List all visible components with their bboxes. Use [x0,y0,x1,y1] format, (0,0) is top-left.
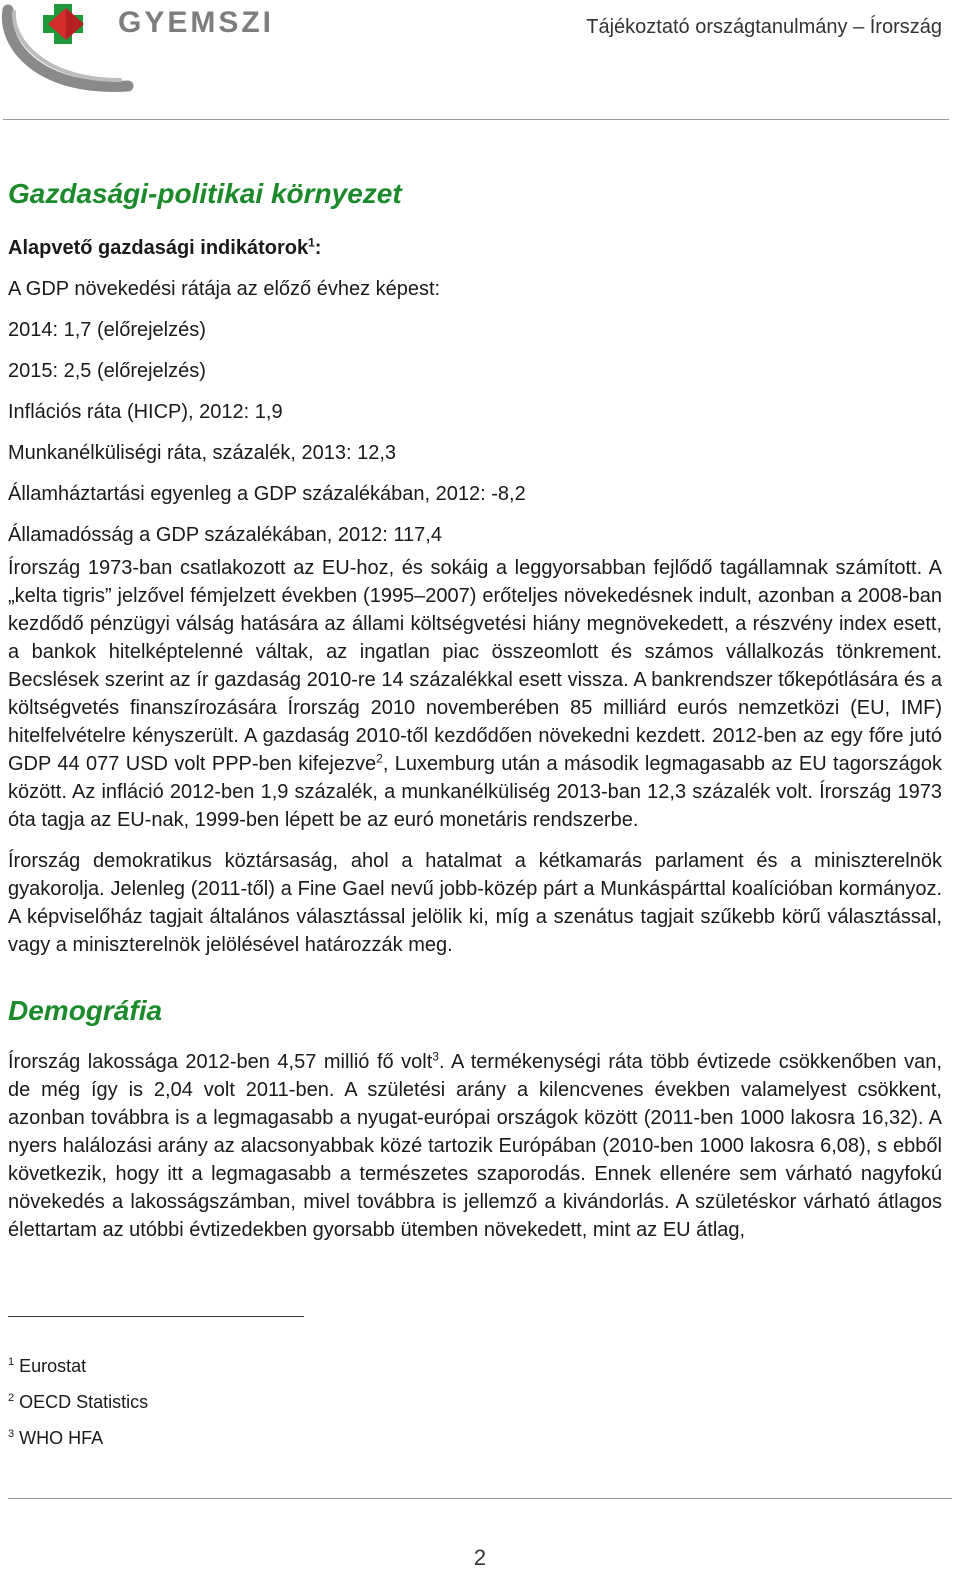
footnote-ref: 3 [432,1049,439,1064]
indicator-line: Államháztartási egyenleg a GDP százalékában, 2012: -8,2 [8,483,526,505]
indicator-line: Államadósság a GDP százalékában, 2012: 117,4 [8,524,442,546]
indicator-line: 2015: 2,5 (előrejelzés) [8,360,206,382]
indicator-line: A GDP növekedési rátája az előző évhez képest: [8,278,441,300]
section-heading-economy: Gazdasági-politikai környezet [8,178,402,209]
gyemszi-logo [0,0,310,100]
header-divider [3,119,949,120]
footer-divider [8,1498,952,1499]
footnote-item: $^1$ Eurostat [8,1356,87,1376]
footnote-item: $^3$ WHO HFA [8,1428,104,1448]
footnote-ref: 2 [376,751,383,766]
paragraph-politics: Írország demokratikus köztársaság, ahol a hatalmat a kétkamarás parlament és a miniszterelnök gyakorolja. Jelenleg (2011-től) a Fine Gael nevű jobb-közép párt a Munkáspárttal koalícióban kormányoz. A képviselőház tagjait általános választással jelölik ki, míg a szenátus tagjait szűkebb körű választással, vagy a miniszterelnök jelölésével határozzák meg. [8,850,942,956]
footnotes [8,1354,148,1462]
page-header [0,0,960,122]
main-content [8,172,942,1244]
indicator-line: Munkanélküliségi ráta, százalék, 2013: 12,3 [8,442,397,464]
footnote-item: $^2$ OECD Statistics [8,1392,149,1412]
footnote-ref: 1 [308,235,315,250]
paragraph-economy: Írország 1973-ban csatlakozott az EU-hoz, és sokáig a leggyorsabban fejlődő tagállamnak számított. A „kelta tigris” jelzővel fémjelzett években (1995–2007) erőteljes növekedésnek indult, azonban a 2008-ban kezdődő pénzügyi válság hatására az állami költségvetési hiány megnövekedett, a részvény index esett, a bankok hitelképtelenné váltak, az ingatlan piac összeomlott és számos vállalkozás tönkrement. Becslések szerint az ír gazdaság 2010-re 14 százalékkal esett vissza. A bankrendszer tőkepótlására és a költségvetés finanszírozására Írország 2010 novemberében 85 milliárd eurós nemzetközi (EU, IMF) hitelfelvételre kényszerült. A gazdaság 2010-től kezdődően növekedni kezdett. 2012-ben az egy főre jutó GDP 44 077 USD volt PPP-ben kifejezve$^2$, Luxemburg után a második legmagasabb az EU tagországok között. Az infláció 2012-ben 1,9 százalék, a munkanélküliség 2013-ban 12,3 százalék volt. Írország 1973 óta tagja az EU-nak, 1999-ben lépett be az euró monetáris rendszerbe. [8,557,942,831]
page-number: 2 [473,1545,487,1570]
footnote-divider [8,1316,304,1317]
indicator-line: Inflációs ráta (HICP), 2012: 1,9 [8,401,283,423]
brand-name: GYEMSZI [118,6,275,39]
indicators-heading: Alapvető gazdasági indikátorok$^1$: [8,235,322,259]
paragraph-demography: Írország lakossága 2012-ben 4,57 millió fő volt$^3$. A termékenységi ráta több évtizede csökkenőben van, de még így is 2,04 volt 2011-ben. A születési arány a kilencvenes években valamelyest csökkent, azonban továbbra is a legmagasabb a nyugat-európai országok között (2011-ben 1000 lakosra 16,32). A nyers halálozási arány az alacsonyabbak közé tartozik Európában (2010-ben 1000 lakosra 6,08), s ebből következik, hogy itt a legmagasabb a természetes szaporodás. Ennek ellenére sem várható nagyfokú növekedés a lakosságszámban, mivel továbbra is jellemző a kivándorlás. A születéskor várható átlagos élettartam az utóbbi évtizedekben gyorsabb ütemben növekedett, mint az EU átlag, [8,1049,942,1241]
indicator-line: 2014: 1,7 (előrejelzés) [8,319,206,341]
document-title: Tájékoztató országtanulmány – Írország [586,16,942,38]
section-heading-demography: Demográfia [8,995,163,1026]
